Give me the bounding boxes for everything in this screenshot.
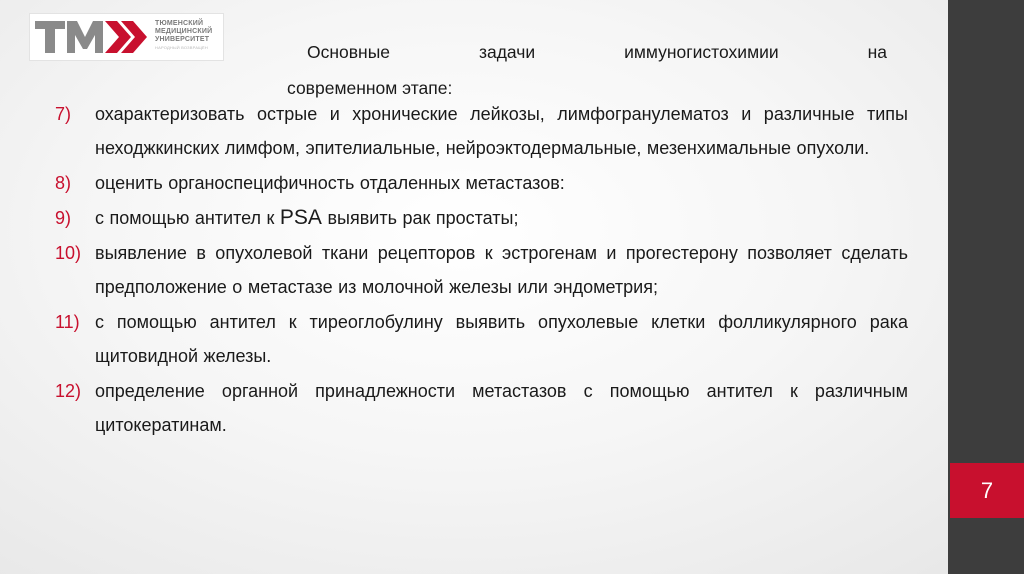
list-text: охарактеризовать острые и хронические лейкозы, лимфогранулематоз и различные типы неходжкинских лимфом, эпителиальные, нейроэктодермальные, мезенхимальные опухоли. (95, 104, 908, 158)
title-word: иммуногистохимии (624, 42, 779, 62)
title-word: Основные (307, 42, 391, 62)
list-text-part: с помощью антител к (95, 208, 280, 228)
logo-tagline: НАРОДНЫЙ ВОЗВРАЩЁН (155, 45, 208, 50)
list-item (55, 166, 908, 200)
list-text-part: выявить рак простаты; (321, 208, 519, 228)
list-number: 9) (55, 208, 72, 228)
title-word: на (867, 42, 887, 62)
list-item (55, 305, 908, 373)
university-logo (29, 13, 224, 61)
list-item (55, 374, 908, 442)
logo-line-2: МЕДИЦИНСКИЙ (155, 28, 213, 35)
list-number: 11) (55, 312, 80, 332)
list-item (55, 236, 908, 304)
list-number: 12) (55, 381, 82, 401)
list-text: оценить органоспецифичность отдаленных метастазов: (95, 173, 565, 193)
list-text (95, 201, 908, 235)
list-item (55, 97, 908, 165)
title-line-1 (287, 34, 887, 70)
logo-line-3: УНИВЕРСИТЕТ (155, 36, 210, 43)
list-number: 10) (55, 243, 82, 263)
list-text: с помощью антител к тиреоглобулину выявить опухолевые клетки фолликулярного рака щитовидной железы. (95, 312, 908, 366)
slide-title (287, 34, 887, 106)
list-number: 7) (55, 104, 72, 124)
task-list (55, 97, 908, 443)
list-text: определение органной принадлежности метастазов с помощью антител к различным цитокератинам. (95, 381, 908, 435)
logo-line-1: ТЮМЕНСКИЙ (155, 20, 204, 27)
list-item (55, 201, 908, 235)
list-text: выявление в опухолевой ткани рецепторов к эстрогенам и прогестерону позволяет сделать предположение о метастазе из молочной железы или эндометрия; (95, 243, 908, 297)
page-number: 7 (980, 477, 994, 503)
psa-abbrev: PSA (279, 206, 322, 229)
list-number: 8) (55, 173, 72, 193)
page-number-badge (950, 463, 1024, 518)
logo-wordmark (155, 20, 225, 50)
tmu-logo-icon (33, 17, 153, 57)
title-word: задачи (478, 42, 536, 62)
title-line-2: современном этапе: (287, 78, 453, 98)
